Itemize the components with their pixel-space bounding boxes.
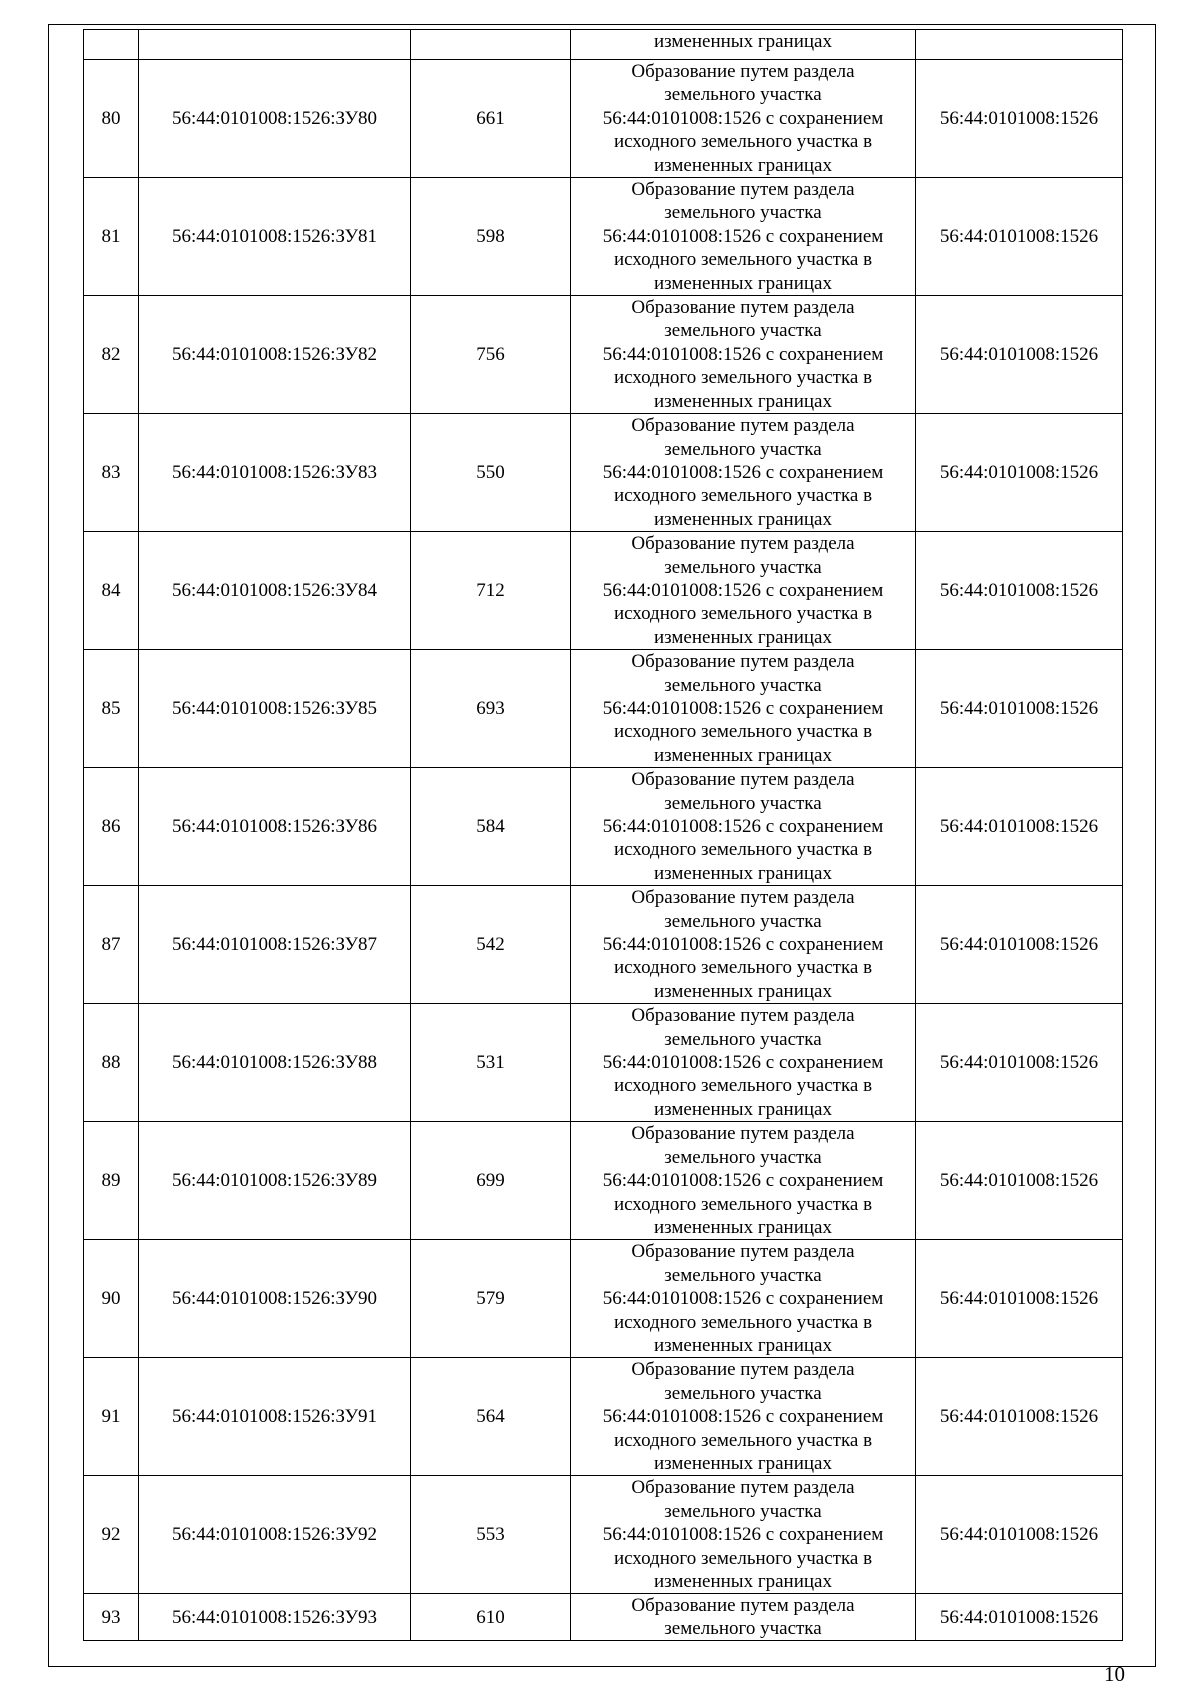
cell-area: 661 — [411, 60, 571, 178]
description-line: земельного участка — [664, 1146, 822, 1168]
description-line: Образование путем раздела — [631, 297, 855, 319]
cell-number: 93 — [84, 1594, 139, 1641]
cell-number: 84 — [84, 532, 139, 650]
cell-cadastral-number: 56:44:0101008:1526:ЗУ87 — [139, 886, 411, 1004]
table-row — [84, 1240, 1123, 1358]
table-row — [84, 650, 1123, 768]
cell-number: 85 — [84, 650, 139, 768]
cell-cadastral-number — [139, 30, 411, 60]
cell-number: 92 — [84, 1476, 139, 1594]
cell-description — [571, 1476, 916, 1594]
description-line: измененных границах — [654, 862, 832, 884]
description-line: измененных границах — [654, 980, 832, 1002]
cell-number: 90 — [84, 1240, 139, 1358]
cell-area: 579 — [411, 1240, 571, 1358]
land-plots-table — [83, 29, 1123, 1641]
description-line: измененных границах — [654, 508, 832, 530]
table-row — [84, 1122, 1123, 1240]
description-line: измененных границах — [654, 390, 832, 412]
description-line: исходного земельного участка в — [613, 839, 873, 861]
cell-description — [571, 60, 916, 178]
cell-area: 598 — [411, 178, 571, 296]
description-line: Образование путем раздела — [631, 1595, 855, 1617]
description-line: 56:44:0101008:1526 с сохранением — [602, 107, 884, 129]
description-line: измененных границах — [654, 1452, 832, 1474]
cell-area: 610 — [411, 1594, 571, 1641]
description-line: земельного участка — [664, 438, 822, 460]
table-row — [84, 1358, 1123, 1476]
description-line: 56:44:0101008:1526 с сохранением — [602, 461, 884, 483]
cell-area: 693 — [411, 650, 571, 768]
cell-number: 86 — [84, 768, 139, 886]
cell-cadastral-number: 56:44:0101008:1526:ЗУ91 — [139, 1358, 411, 1476]
description-line: Образование путем раздела — [631, 61, 855, 82]
description-line: исходного земельного участка в — [613, 1547, 873, 1569]
cell-area: 584 — [411, 768, 571, 886]
description-line: земельного участка — [664, 84, 822, 106]
description-line: Образование путем раздела — [631, 415, 855, 437]
description-line: Образование путем раздела — [631, 769, 855, 791]
description-line: Образование путем раздела — [631, 887, 855, 909]
cell-cadastral-number: 56:44:0101008:1526:ЗУ88 — [139, 1004, 411, 1122]
description-line: Образование путем раздела — [631, 533, 855, 555]
cell-description — [571, 768, 916, 886]
description-line: 56:44:0101008:1526 с сохранением — [602, 697, 884, 719]
cell-area — [411, 30, 571, 60]
description-line: Образование путем раздела — [631, 1005, 855, 1027]
continuation-row — [84, 30, 1123, 60]
cell-area: 550 — [411, 414, 571, 532]
cell-cadastral-number: 56:44:0101008:1526:ЗУ83 — [139, 414, 411, 532]
table-row — [84, 886, 1123, 1004]
description-line: земельного участка — [664, 792, 822, 814]
description-line: исходного земельного участка в — [613, 1193, 873, 1215]
description-line: земельного участка — [664, 674, 822, 696]
cell-cadastral-number: 56:44:0101008:1526:ЗУ82 — [139, 296, 411, 414]
table-row — [84, 296, 1123, 414]
description-line: 56:44:0101008:1526 с сохранением — [602, 1170, 884, 1192]
description-line: исходного земельного участка в — [613, 1429, 873, 1451]
cell-number — [84, 30, 139, 60]
description-line: земельного участка — [664, 1500, 822, 1522]
description-line: земельного участка — [664, 320, 822, 342]
cell-cadastral-number: 56:44:0101008:1526:ЗУ81 — [139, 178, 411, 296]
description-line: Образование путем раздела — [631, 1477, 855, 1499]
cell-description — [571, 1594, 916, 1641]
description-line: земельного участка — [664, 556, 822, 578]
cell-area: 699 — [411, 1122, 571, 1240]
cell-description — [571, 414, 916, 532]
cell-description — [571, 296, 916, 414]
table-row — [84, 414, 1123, 532]
description-line: Образование путем раздела — [631, 1359, 855, 1381]
cell-source-plot: 56:44:0101008:1526 — [916, 178, 1123, 296]
cell-source-plot: 56:44:0101008:1526 — [916, 414, 1123, 532]
description-line: измененных границах — [654, 154, 832, 176]
table-row — [84, 60, 1123, 178]
description-line: измененных границах — [654, 1098, 832, 1120]
description-line: 56:44:0101008:1526 с сохранением — [602, 1524, 884, 1546]
cell-area: 712 — [411, 532, 571, 650]
description-line: измененных границах — [654, 744, 832, 766]
table-row — [84, 768, 1123, 886]
cell-area: 531 — [411, 1004, 571, 1122]
cell-number: 87 — [84, 886, 139, 1004]
cell-number: 82 — [84, 296, 139, 414]
cell-area: 564 — [411, 1358, 571, 1476]
description-line: земельного участка — [664, 1264, 822, 1286]
description-line: земельного участка — [664, 1382, 822, 1404]
table-row — [84, 178, 1123, 296]
description-line: измененных границах — [654, 626, 832, 648]
cell-number: 83 — [84, 414, 139, 532]
description-line: земельного участка — [664, 1618, 822, 1640]
cell-cadastral-number: 56:44:0101008:1526:ЗУ85 — [139, 650, 411, 768]
cell-area: 542 — [411, 886, 571, 1004]
description-line: земельного участка — [664, 202, 822, 224]
description-line: 56:44:0101008:1526 с сохранением — [602, 1052, 884, 1074]
description-line: измененных границах — [654, 272, 832, 294]
cell-description — [571, 1240, 916, 1358]
cell-source-plot: 56:44:0101008:1526 — [916, 1594, 1123, 1641]
cell-description — [571, 886, 916, 1004]
cell-description — [571, 178, 916, 296]
cell-description — [571, 532, 916, 650]
description-line: измененных границах — [654, 1216, 832, 1238]
cell-description — [571, 1358, 916, 1476]
description-line: земельного участка — [664, 910, 822, 932]
cell-number: 89 — [84, 1122, 139, 1240]
cell-source-plot: 56:44:0101008:1526 — [916, 60, 1123, 178]
cell-description — [571, 1122, 916, 1240]
description-line: исходного земельного участка в — [613, 131, 873, 153]
table-row — [84, 532, 1123, 650]
table-body — [84, 30, 1123, 1641]
cell-source-plot — [916, 30, 1123, 60]
description-line: 56:44:0101008:1526 с сохранением — [602, 1406, 884, 1428]
description-line: исходного земельного участка в — [613, 1311, 873, 1333]
cell-description — [571, 650, 916, 768]
cell-cadastral-number: 56:44:0101008:1526:ЗУ84 — [139, 532, 411, 650]
cell-source-plot: 56:44:0101008:1526 — [916, 532, 1123, 650]
description-line: Образование путем раздела — [631, 1123, 855, 1145]
cell-area: 553 — [411, 1476, 571, 1594]
cell-source-plot: 56:44:0101008:1526 — [916, 1240, 1123, 1358]
description-line: исходного земельного участка в — [613, 249, 873, 271]
cell-source-plot: 56:44:0101008:1526 — [916, 296, 1123, 414]
description-line: земельного участка — [664, 1028, 822, 1050]
cell-number: 81 — [84, 178, 139, 296]
cell-source-plot: 56:44:0101008:1526 — [916, 768, 1123, 886]
cell-description: измененных границах — [571, 30, 916, 60]
description-line: Образование путем раздела — [631, 179, 855, 201]
description-line: исходного земельного участка в — [613, 485, 873, 507]
table-row — [84, 1004, 1123, 1122]
page-number: 10 — [1104, 1662, 1125, 1686]
description-line: Образование путем раздела — [631, 651, 855, 673]
cell-area: 756 — [411, 296, 571, 414]
cell-cadastral-number: 56:44:0101008:1526:ЗУ80 — [139, 60, 411, 178]
table-row — [84, 1594, 1123, 1641]
cell-description — [571, 1004, 916, 1122]
description-line: исходного земельного участка в — [613, 367, 873, 389]
cell-source-plot: 56:44:0101008:1526 — [916, 1004, 1123, 1122]
description-line: 56:44:0101008:1526 с сохранением — [602, 1288, 884, 1310]
description-line: исходного земельного участка в — [613, 1075, 873, 1097]
cell-source-plot: 56:44:0101008:1526 — [916, 1476, 1123, 1594]
description-line: измененных границах — [654, 1334, 832, 1356]
description-line: 56:44:0101008:1526 с сохранением — [602, 225, 884, 247]
cell-number: 80 — [84, 60, 139, 178]
cell-cadastral-number: 56:44:0101008:1526:ЗУ92 — [139, 1476, 411, 1594]
cell-source-plot: 56:44:0101008:1526 — [916, 1122, 1123, 1240]
description-line: 56:44:0101008:1526 с сохранением — [602, 343, 884, 365]
description-line: 56:44:0101008:1526 с сохранением — [602, 816, 884, 837]
description-line: Образование путем раздела — [631, 1241, 855, 1263]
cell-cadastral-number: 56:44:0101008:1526:ЗУ93 — [139, 1594, 411, 1641]
cell-source-plot: 56:44:0101008:1526 — [916, 886, 1123, 1004]
cell-cadastral-number: 56:44:0101008:1526:ЗУ86 — [139, 768, 411, 886]
table-row — [84, 1476, 1123, 1594]
description-line: исходного земельного участка в — [613, 603, 873, 625]
description-line: измененных границах — [654, 1571, 832, 1592]
cell-number: 91 — [84, 1358, 139, 1476]
cell-source-plot: 56:44:0101008:1526 — [916, 1358, 1123, 1476]
description-line: 56:44:0101008:1526 с сохранением — [602, 934, 884, 956]
cell-number: 88 — [84, 1004, 139, 1122]
description-line: исходного земельного участка в — [613, 957, 873, 979]
cell-cadastral-number: 56:44:0101008:1526:ЗУ90 — [139, 1240, 411, 1358]
cell-source-plot: 56:44:0101008:1526 — [916, 650, 1123, 768]
description-line: исходного земельного участка в — [613, 721, 873, 743]
cell-cadastral-number: 56:44:0101008:1526:ЗУ89 — [139, 1122, 411, 1240]
description-line: 56:44:0101008:1526 с сохранением — [602, 579, 884, 601]
